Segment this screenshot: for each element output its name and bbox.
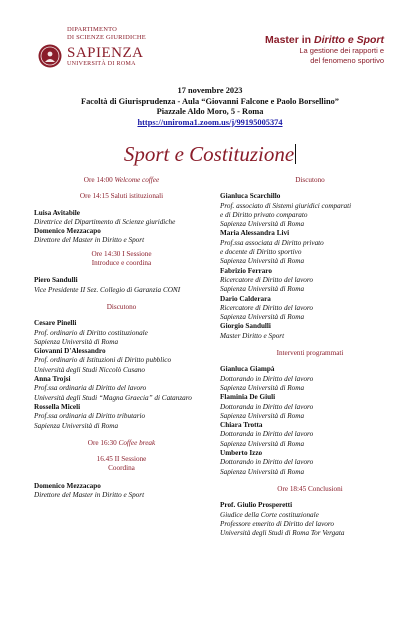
speaker-affiliation: Università degli Studi Niccolò Cusano <box>34 365 145 374</box>
speaker-name: Gianluca Scarchillo <box>220 192 281 201</box>
speaker-role: Prof.ssa ordinaria di Diritto tributario <box>34 412 146 421</box>
speaker-affiliation: Sapienza Università di Roma <box>220 257 305 266</box>
speaker-role: Vice Presidente II Sez. Collegio di Garanzia CONI <box>34 285 181 294</box>
speaker-affiliation: Sapienza Università di Roma <box>220 313 305 322</box>
section-saluti: Ore 14:15 Saluti istituzionali <box>79 192 164 201</box>
event-info <box>0 86 420 128</box>
text-cursor <box>295 144 296 164</box>
speaker-affiliation: Sapienza Università di Roma <box>220 383 305 392</box>
speaker-affiliation: Sapienza Università di Roma <box>34 337 119 346</box>
speaker-affiliation: Sapienza Università di Roma <box>220 220 305 229</box>
speaker-role: Dottoranda in Diritto del lavoro <box>220 430 314 439</box>
speaker-name: Dario Calderara <box>220 294 271 303</box>
speaker-name: Fabrizio Ferraro <box>220 266 272 275</box>
speaker-name: Chiara Trotta <box>220 421 263 430</box>
speaker-role: Dottorando in Diritto del lavoro <box>220 374 314 383</box>
speaker-role: Direttrice del Dipartimento di Scienze giuridiche <box>34 217 176 226</box>
speaker-role: Prof. ordinario di Diritto costituzionale <box>34 328 148 337</box>
event-date: 17 novembre 2023 <box>177 86 243 95</box>
speaker-role: e docente di Diritto sportivo <box>220 248 302 257</box>
speaker-role: Prof. ordinario di Istituzioni di Diritto pubblico <box>34 356 172 365</box>
speaker-name: Anna Trojsi <box>34 375 71 384</box>
speaker-role: Dottorando in Diritto del lavoro <box>220 458 314 467</box>
speaker-affiliation: Sapienza Università di Roma <box>220 467 305 476</box>
speaker-name: Prof. Giulio Prosperetti <box>220 501 293 510</box>
speaker-name: Giorgio Sandulli <box>220 322 271 331</box>
speaker-affiliation: Sapienza Università di Roma <box>220 439 305 448</box>
speaker-name: Giovanni D'Alessandro <box>34 347 106 356</box>
speaker-role: e di Diritto privato comparato <box>220 210 308 219</box>
sapienza-wordmark: SAPIENZA <box>67 45 144 61</box>
speaker-role: Professore emerito di Diritto del lavoro <box>220 519 334 528</box>
sapienza-logo <box>38 26 188 72</box>
speaker-affiliation: Sapienza Università di Roma <box>220 285 305 294</box>
department-name: DIPARTIMENTO DI SCIENZE GIURIDICHE <box>67 26 146 41</box>
speaker-name: Piero Sandulli <box>34 276 78 285</box>
speaker-affiliation: Università degli Studi “Magna Graecia” di Catanzaro <box>34 393 192 402</box>
speaker-name: Luisa Avitabile <box>34 208 80 217</box>
letterhead <box>0 0 420 84</box>
section-coffee-break: Ore 16:30 Coffee break <box>87 438 156 447</box>
event-venue: Facoltà di Giurisprudenza - Aula “Giovanni Falcone e Paolo Borsellino” <box>80 96 339 106</box>
sapienza-subtitle: UNIVERSITÀ DI ROMA <box>67 61 136 67</box>
speaker-role: Prof.ssa associata di Diritto privato <box>220 238 324 247</box>
speaker-role: Master Diritto e Sport <box>220 331 285 340</box>
program-left-column <box>34 176 209 500</box>
speaker-name: Cesare Pinelli <box>34 319 77 328</box>
master-subtitle-1: La gestione dei rapporti e <box>299 46 384 55</box>
speaker-role: Ricercatore di Diritto del lavoro <box>220 303 314 312</box>
speaker-affiliation: Università degli Studi di Roma Tor Vergata <box>220 529 345 538</box>
speaker-name: Rossella Miceli <box>34 402 81 411</box>
zoom-link[interactable]: https://uniroma1.zoom.us/j/99195005374 <box>137 117 283 127</box>
master-subtitle-2: del fenomeno sportivo <box>310 55 384 65</box>
section-discutono: Discutono <box>295 176 325 184</box>
program-right-column <box>220 176 400 538</box>
speaker-affiliation: Sapienza Università di Roma <box>220 411 305 420</box>
section-discutono: Discutono <box>106 302 137 311</box>
master-title: Master in Diritto e Sport <box>264 34 384 46</box>
section-first-session: Ore 14:30 I Sessione Introduce e coordina <box>91 249 152 268</box>
speaker-role: Prof. associato di Sistemi giuridici comparati <box>220 201 352 210</box>
speaker-role: Prof.ssa ordinaria di Diritto del lavoro <box>34 384 147 393</box>
speaker-name: Gianluca Giampà <box>220 365 275 374</box>
speaker-role: Giudice della Corte costituzionale <box>220 510 319 519</box>
master-block <box>265 34 384 65</box>
event-address: Piazzale Aldo Moro, 5 - Roma <box>156 107 264 116</box>
section-welcome-coffee: Ore 14:00 Welcome coffee <box>83 176 160 184</box>
section-second-session: 16.45 II Sessione Coordina <box>96 455 147 473</box>
speaker-name: Domenico Mezzacapo <box>34 227 101 236</box>
sapienza-seal-icon <box>38 44 62 68</box>
speaker-affiliation: Sapienza Università di Roma <box>34 421 119 430</box>
speaker-role: Direttore del Master in Diritto e Sport <box>34 236 145 245</box>
speaker-role: Direttore del Master in Diritto e Sport <box>34 491 145 500</box>
speaker-name: Domenico Mezzacapo <box>34 481 101 490</box>
speaker-name: Umberto Izzo <box>220 449 263 458</box>
speaker-role: Dottoranda in Diritto del lavoro <box>220 402 314 411</box>
section-interventi: Interventi programmati <box>276 349 344 358</box>
speaker-name: Flaminia De Giuli <box>220 393 276 402</box>
page-title: Sport e Costituzione <box>123 142 295 166</box>
speaker-role: Ricercatore di Diritto del lavoro <box>220 275 314 284</box>
speaker-name: Maria Alessandra Livi <box>220 229 290 238</box>
section-conclusioni: Ore 18:45 Conclusioni <box>277 484 343 493</box>
